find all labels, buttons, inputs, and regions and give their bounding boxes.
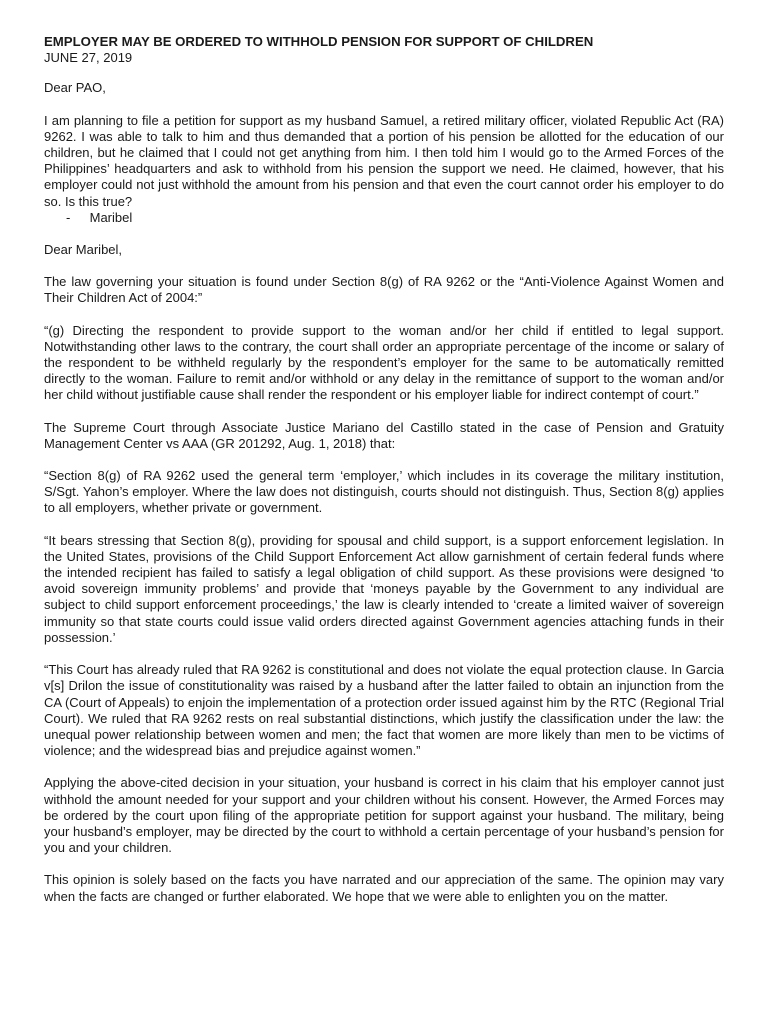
- answer-paragraph: Applying the above-cited decision in your situation, your husband is correct in his claim that his employer cannot just withhold the amount needed for your support and your children without his consent. However, the Armed Forces may be ordered by the court upon filing of the appropriate petition for support against your husband. The military, being your husband’s employer, may be directed by the court to withhold a certain percentage of your husband’s pension for you and your children.: [44, 775, 724, 856]
- document-page: [44, 34, 724, 921]
- answer-paragraph: The Supreme Court through Associate Justice Mariano del Castillo stated in the case of Pension and Gratuity Management Center vs AAA (GR 201292, Aug. 1, 2018) that:: [44, 419, 724, 451]
- quoted-decision-paragraph: “This Court has already ruled that RA 9262 is constitutional and does not violate the equal protection clause. In Garcia v[s] Drilon the issue of constitutionality was raised by a husband after the latter failed to obtain an injunction from the CA (Court of Appeals) to enjoin the implementation of a protection order issued against him by the RTC (Regional Trial Court). We ruled that RA 9262 rests on real substantial distinctions, which justify the classification under the law: the unequal power relationship between women and men; the fact that women are more likely than men to be victims of violence; and the widespread bias and prejudice against women.”: [44, 662, 724, 759]
- salutation-maribel: Dear Maribel,: [44, 242, 123, 258]
- quoted-decision-paragraph: “Section 8(g) of RA 9262 used the general term ‘employer,’ which includes in its coverage the military institution, S/Sgt. Yahon’s employer. Where the law does not distinguish, courts should not distinguish. Thus, Section 8(g) applies to all employers, whether private or government.: [44, 468, 724, 516]
- signature-dash: -: [66, 209, 71, 225]
- reader-letter: I am planning to file a petition for support as my husband Samuel, a retired military officer, violated Republic Act (RA) 9262. I was able to talk to him and thus demanded that a portion of his pension be allotted for the education of our children, but he claimed that I could not get anything from him. I then told him I would go to the Armed Forces of the Philippines’ headquarters and ask to withhold from his pension the support we need. He claimed, however, that his employer could not just withhold the amount from his pension and that even the court cannot order his employer to do so. Is this true?: [44, 112, 724, 209]
- answer-paragraph: The law governing your situation is found under Section 8(g) of RA 9262 or the “Anti-Violence Against Women and Their Children Act of 2004:”: [44, 274, 724, 306]
- letter-signature: [66, 210, 724, 226]
- quoted-decision-paragraph: “It bears stressing that Section 8(g), providing for spousal and child support, is a support enforcement legislation. In the United States, provisions of the Child Support Enforcement Act allow garnishment of certain federal funds where the intended recipient has failed to satisfy a legal obligation of child support. As these provisions were designed ‘to avoid sovereign immunity problems’ and provide that ‘moneys payable by the Government to any individual are subject to child support enforcement proceedings,’ the law is clearly intended to ‘create a limited waiver of sovereign immunity so that state courts could issue valid orders directed against Government agencies attaching funds in their possession.’: [44, 532, 724, 645]
- salutation-pao: Dear PAO,: [44, 80, 106, 96]
- signature-name: Maribel: [89, 209, 133, 225]
- article-title: EMPLOYER MAY BE ORDERED TO WITHHOLD PENSION FOR SUPPORT OF CHILDREN: [44, 34, 594, 49]
- quoted-law-paragraph: “(g) Directing the respondent to provide support to the woman and/or her child if entitled to legal support. Notwithstanding other laws to the contrary, the court shall order an appropriate percentage of the income or salary of the respondent to be withheld regularly by the respondent’s employer for the same to be automatically remitted directly to the woman. Failure to remit and/or withhold or any delay in the remittance of support to the woman and/or her child without justifiable cause shall render the respondent or his employer liable for indirect contempt of court.”: [44, 322, 724, 403]
- closing-paragraph: This opinion is solely based on the facts you have narrated and our appreciation of the same. The opinion may vary when the facts are changed or further elaborated. We hope that we were able to enlighten you on the matter.: [44, 872, 724, 904]
- article-date: JUNE 27, 2019: [44, 50, 133, 66]
